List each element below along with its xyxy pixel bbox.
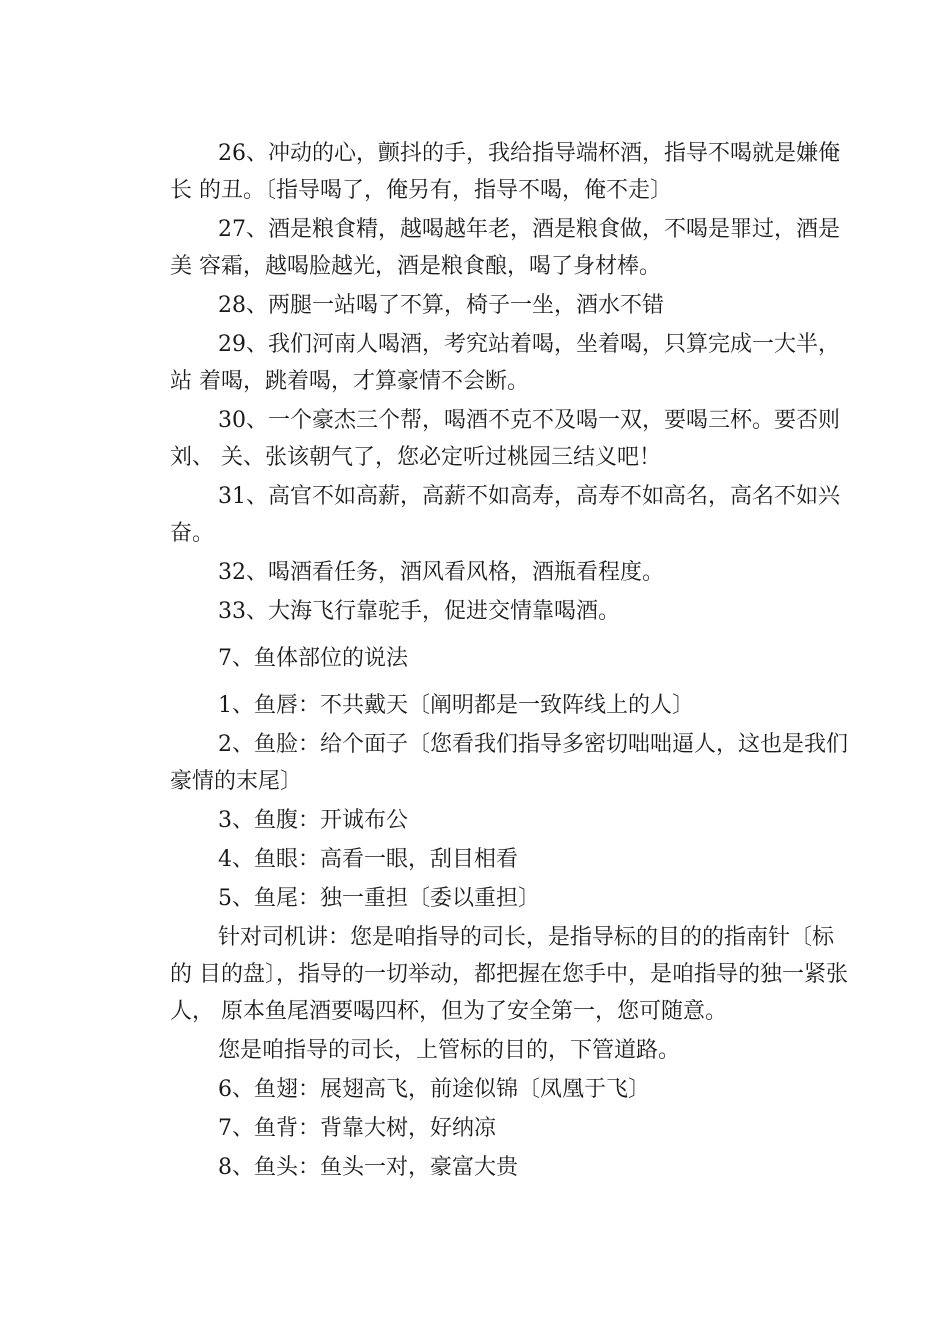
paragraph-26: 26、冲动的心，颤抖的手，我给指导端杯酒，指导不喝就是嫌俺长 的丑。〔指导喝了，俺另有，指导不喝，俺不走〕 — [170, 141, 840, 203]
paragraph-driver-note: 您是咱指导的司长，上管标的目的，下管道路。 — [218, 1038, 681, 1063]
paragraph-29: 29、我们河南人喝酒，考究站着喝，坐着喝，只算完成一大半，站 着喝，跳着喝，才算豪情不会断。 — [170, 332, 840, 394]
document-body — [170, 135, 850, 1186]
paragraph-28: 28、两腿一站喝了不算，椅子一坐，酒水不错 — [218, 293, 664, 318]
list-item-fish-lip: 1、鱼唇：不共戴天〔阐明都是一致阵线上的人〕 — [218, 693, 694, 718]
paragraph-30: 30、一个豪杰三个帮，喝酒不克不及喝一双，要喝三杯。要否则刘、 关、张该朝气了，您必定听过桃园三结义吧！ — [170, 408, 840, 470]
section-heading-fish-parts: 7、鱼体部位的说法 — [218, 646, 408, 671]
paragraph-33: 33、大海飞行靠驼手，促进交情靠喝酒。 — [218, 599, 620, 624]
paragraph-32: 32、喝酒看任务，酒风看风格，酒瓶看程度。 — [218, 560, 664, 585]
list-item-fish-fin: 6、鱼翅：展翅高飞，前途似锦〔凤凰于飞〕 — [218, 1077, 650, 1102]
list-item-fish-tail: 5、鱼尾：独一重担〔委以重担〕 — [218, 886, 540, 911]
paragraph-31: 31、高官不如高薪，高薪不如高寿，高寿不如高名，高名不如兴奋。 — [170, 484, 840, 546]
paragraph-27: 27、酒是粮食精，越喝越年老，酒是粮食做，不喝是罪过，酒是美 容霜，越喝脸越光，酒是粮食酿，喝了身材棒。 — [170, 217, 840, 279]
list-item-fish-head: 8、鱼头：鱼头一对，豪富大贵 — [218, 1155, 518, 1180]
list-item-fish-belly: 3、鱼腹：开诚布公 — [218, 808, 408, 833]
list-item-fish-face: 2、鱼脸：给个面子〔您看我们指导多密切咄咄逼人，这也是我们 豪情的末尾〕 — [170, 732, 848, 794]
list-item-fish-eye: 4、鱼眼：高看一眼，刮目相看 — [218, 847, 518, 872]
list-item-fish-back: 7、鱼背：背靠大树，好纳凉 — [218, 1116, 496, 1141]
paragraph-driver-toast: 针对司机讲：您是咱指导的司长，是指导标的目的的指南针〔标的 目的盘〕，指导的一切举动，都把握在您手中，是咱指导的独一紧张人， 原本鱼尾酒要喝四杯，但为了安全第一，您可随意。 — [170, 925, 848, 1024]
